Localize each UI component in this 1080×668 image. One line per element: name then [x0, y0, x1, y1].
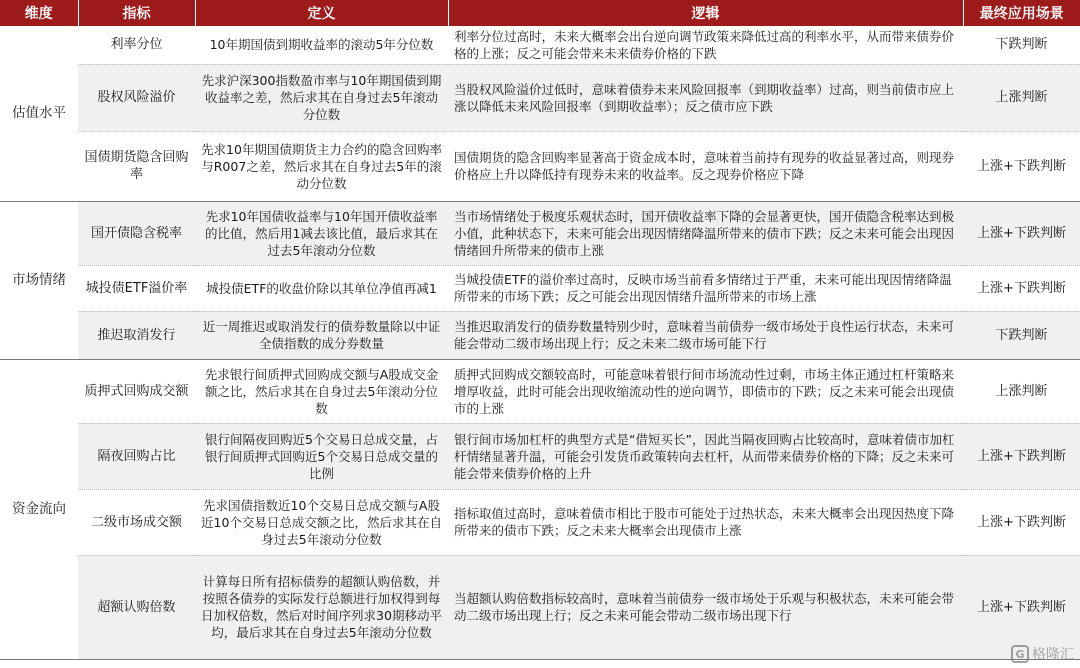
definition-cell: 先求银行间质押式回购成交额与A股成交金额之比，然后求其在自身过去5年滚动分位数 — [195, 359, 448, 423]
header-row — [0, 0, 1080, 26]
indicator-cell: 推迟取消发行 — [78, 311, 195, 359]
logic-cell: 当城投债ETF的溢价率过高时，反映市场当前看多情绪过于严重，未来可能出现因情绪降温所带来的市场下跌；反之可能会出现因情绪升温所带来的市场上涨 — [448, 265, 963, 311]
dimension-cell: 估值水平 — [0, 26, 78, 201]
table-row — [0, 489, 1080, 555]
scenario-cell: 上涨+下跌判断 — [963, 555, 1080, 659]
indicator-cell: 股权风险溢价 — [78, 64, 195, 131]
definition-cell: 10年期国债到期收益率的滚动5年分位数 — [195, 26, 448, 64]
header-definition: 定义 — [195, 0, 448, 26]
logic-cell: 国债期货的隐含回购率显著高于资金成本时，意味着当前持有现券的收益显著过高，则现券价格应上升以降低持有现券未来的收益率。反之现券价格应下降 — [448, 131, 963, 201]
header-logic: 逻辑 — [448, 0, 963, 26]
scenario-cell: 下跌判断 — [963, 311, 1080, 359]
logic-cell: 当股权风险溢价过低时，意味着债券未来风险回报率（到期收益率）过高，则当前债市应上涨以降低未来风险回报率（到期收益率）；反之债市应下跌 — [448, 64, 963, 131]
logic-cell: 当市场情绪处于极度乐观状态时，国开债收益率下降的会显著更快，国开债隐含税率达到极小值，此种状态下，未来可能会出现因情绪降温所带来的债市下跌；反之未来可能会出现因情绪回升所带来的债市上涨 — [448, 201, 963, 265]
logic-cell: 利率分位过高时，未来大概率会出台逆向调节政策来降低过高的利率水平，从而带来债券价格的上涨；反之可能会带来未来债券价格的下跌 — [448, 26, 963, 64]
table-row — [0, 64, 1080, 131]
dimension-cell: 市场情绪 — [0, 201, 78, 359]
header-indicator: 指标 — [78, 0, 195, 26]
header-scenario: 最终应用场景 — [963, 0, 1080, 26]
table-row — [0, 311, 1080, 359]
scenario-cell: 上涨+下跌判断 — [963, 131, 1080, 201]
table-row — [0, 265, 1080, 311]
indicator-cell: 国开债隐含税率 — [78, 201, 195, 265]
scenario-cell: 下跌判断 — [963, 26, 1080, 64]
table-row — [0, 26, 1080, 64]
definition-cell: 城投债ETF的收盘价除以其单位净值再减1 — [195, 265, 448, 311]
dimension-cell: 资金流向 — [0, 359, 78, 659]
definition-cell: 银行间隔夜回购近5个交易日总成交量，占银行间质押式回购近5个交易日总成交量的比例 — [195, 423, 448, 489]
gelonghui-logo-icon: G — [1011, 645, 1029, 663]
indicator-cell: 城投债ETF溢价率 — [78, 265, 195, 311]
definition-cell: 先求沪深300指数盈市率与10年期国债到期收益率之差，然后求其在自身过去5年滚动分位数 — [195, 64, 448, 131]
watermark-text: 格隆汇 — [1032, 647, 1074, 663]
indicator-cell: 质押式回购成交额 — [78, 359, 195, 423]
logic-cell: 当推迟取消发行的债券数量特别少时，意味着当前债券一级市场处于良性运行状态，未来可能会带动二级市场出现上行；反之未来二级市场可能下行 — [448, 311, 963, 359]
indicator-cell: 隔夜回购占比 — [78, 423, 195, 489]
table-row — [0, 201, 1080, 265]
table-row — [0, 423, 1080, 489]
table-row — [0, 555, 1080, 659]
scenario-cell: 上涨判断 — [963, 64, 1080, 131]
scenario-cell: 上涨+下跌判断 — [963, 489, 1080, 555]
scenario-cell: 上涨+下跌判断 — [963, 201, 1080, 265]
scenario-cell: 上涨+下跌判断 — [963, 423, 1080, 489]
table-row — [0, 131, 1080, 201]
logic-cell: 当超额认购倍数指标较高时，意味着当前债券一级市场处于乐观与积极状态，未来可能会带动二级市场出现上行；反之未来可能会带动二级市场出现下行 — [448, 555, 963, 659]
watermark — [1011, 644, 1074, 664]
scenario-cell: 上涨+下跌判断 — [963, 265, 1080, 311]
indicator-cell: 二级市场成交额 — [78, 489, 195, 555]
definition-cell: 先求国债指数近10个交易日总成交额与A股近10个交易日总成交额之比，然后求其在自身过去5年滚动分位数 — [195, 489, 448, 555]
logic-cell: 银行间市场加杠杆的典型方式是“借短买长”，因此当隔夜回购占比较高时，意味着债市加杠杆情绪显著升温，可能会引发货币政策转向去杠杆，从而带来债券价格的下降；反之未来可能会带来债券价格的上升 — [448, 423, 963, 489]
header-dimension: 维度 — [0, 0, 78, 26]
definition-cell: 计算每日所有招标债券的超额认购倍数，并按照各债券的实际发行总额进行加权得到每日加权倍数，然后对时间序列求30期移动平均，最后求其在自身过去5年滚动分位数 — [195, 555, 448, 659]
definition-cell: 先求10年期国债期货主力合约的隐含回购率与R007之差，然后求其在自身过去5年的滚动分位数 — [195, 131, 448, 201]
definition-cell: 先求10年国债收益率与10年国开债收益率的比值，然后用1减去该比值，最后求其在过去5年滚动分位数 — [195, 201, 448, 265]
table-row — [0, 359, 1080, 423]
scenario-cell: 上涨判断 — [963, 359, 1080, 423]
indicator-cell: 利率分位 — [78, 26, 195, 64]
indicator-cell: 超额认购倍数 — [78, 555, 195, 659]
indicator-cell: 国债期货隐含回购率 — [78, 131, 195, 201]
logic-cell: 指标取值过高时，意味着债市相比于股市可能处于过热状态，未来大概率会出现因热度下降所带来的债市下跌；反之未来大概率会出现债市上涨 — [448, 489, 963, 555]
definition-cell: 近一周推迟或取消发行的债券数量除以中证全债指数的成分券数量 — [195, 311, 448, 359]
logic-cell: 质押式回购成交额较高时，可能意味着银行间市场流动性过剩，市场主体正通过杠杆策略来增厚收益，此时可能会出现收缩流动性的逆向调节，即债市的下跌；反之未来可能会出现债市的上涨 — [448, 359, 963, 423]
